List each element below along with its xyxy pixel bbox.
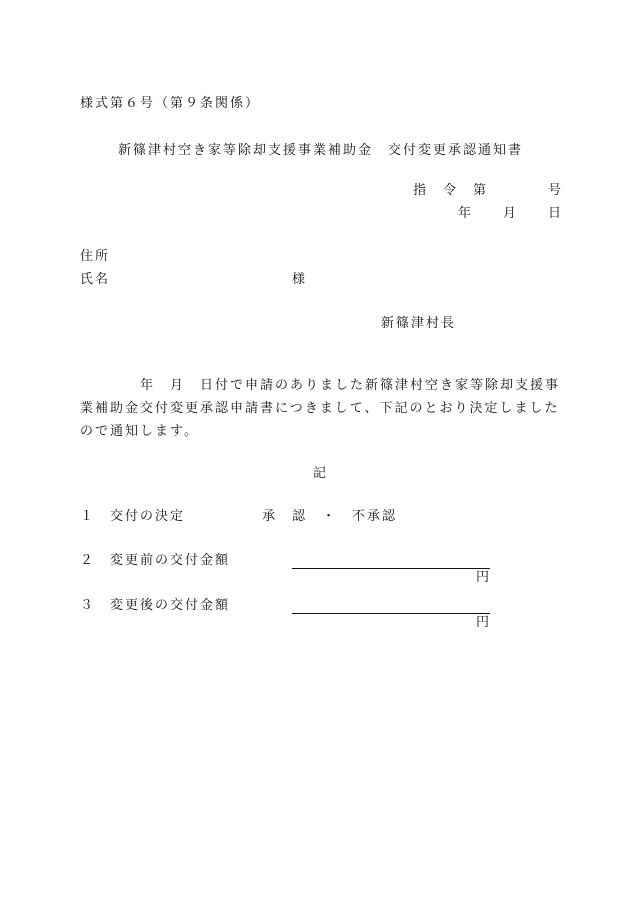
notes-heading: 記 <box>313 465 329 480</box>
item-number: １ <box>80 508 96 523</box>
body-line: ので通知します。 <box>80 423 199 438</box>
yen-unit: 円 <box>475 569 489 584</box>
body-line: 業補助金交付変更承認申請書につきまして、下記のとおり決定しました <box>80 400 560 415</box>
issuer-name: 新篠津村長 <box>381 315 457 330</box>
item-label: 交付の決定 <box>110 508 186 523</box>
recipient-name-label: 氏名 <box>80 271 111 286</box>
item-label: 変更後の交付金額 <box>110 597 231 612</box>
document-title: 新篠津村空き家等除却支援事業補助金 交付変更承認通知書 <box>118 142 524 157</box>
item-number: ３ <box>80 597 96 612</box>
item-number: ２ <box>80 552 96 567</box>
yen-unit: 円 <box>475 614 489 629</box>
recipient-address-label: 住所 <box>80 248 111 263</box>
body-line: 年 月 日付で申請のありました新篠津村空き家等除却支援事 <box>80 377 561 392</box>
issue-date: 年 月 日 <box>458 205 564 220</box>
amount-before-field <box>292 551 490 584</box>
amount-after-field <box>292 596 490 629</box>
recipient-honorific: 様 <box>292 271 308 286</box>
item-label: 変更前の交付金額 <box>110 552 231 567</box>
form-number: 様式第６号（第９条関係） <box>80 95 261 110</box>
order-number: 指 令 第 号 <box>413 182 564 197</box>
decision-options: 承 認 ・ 不承認 <box>262 508 398 523</box>
